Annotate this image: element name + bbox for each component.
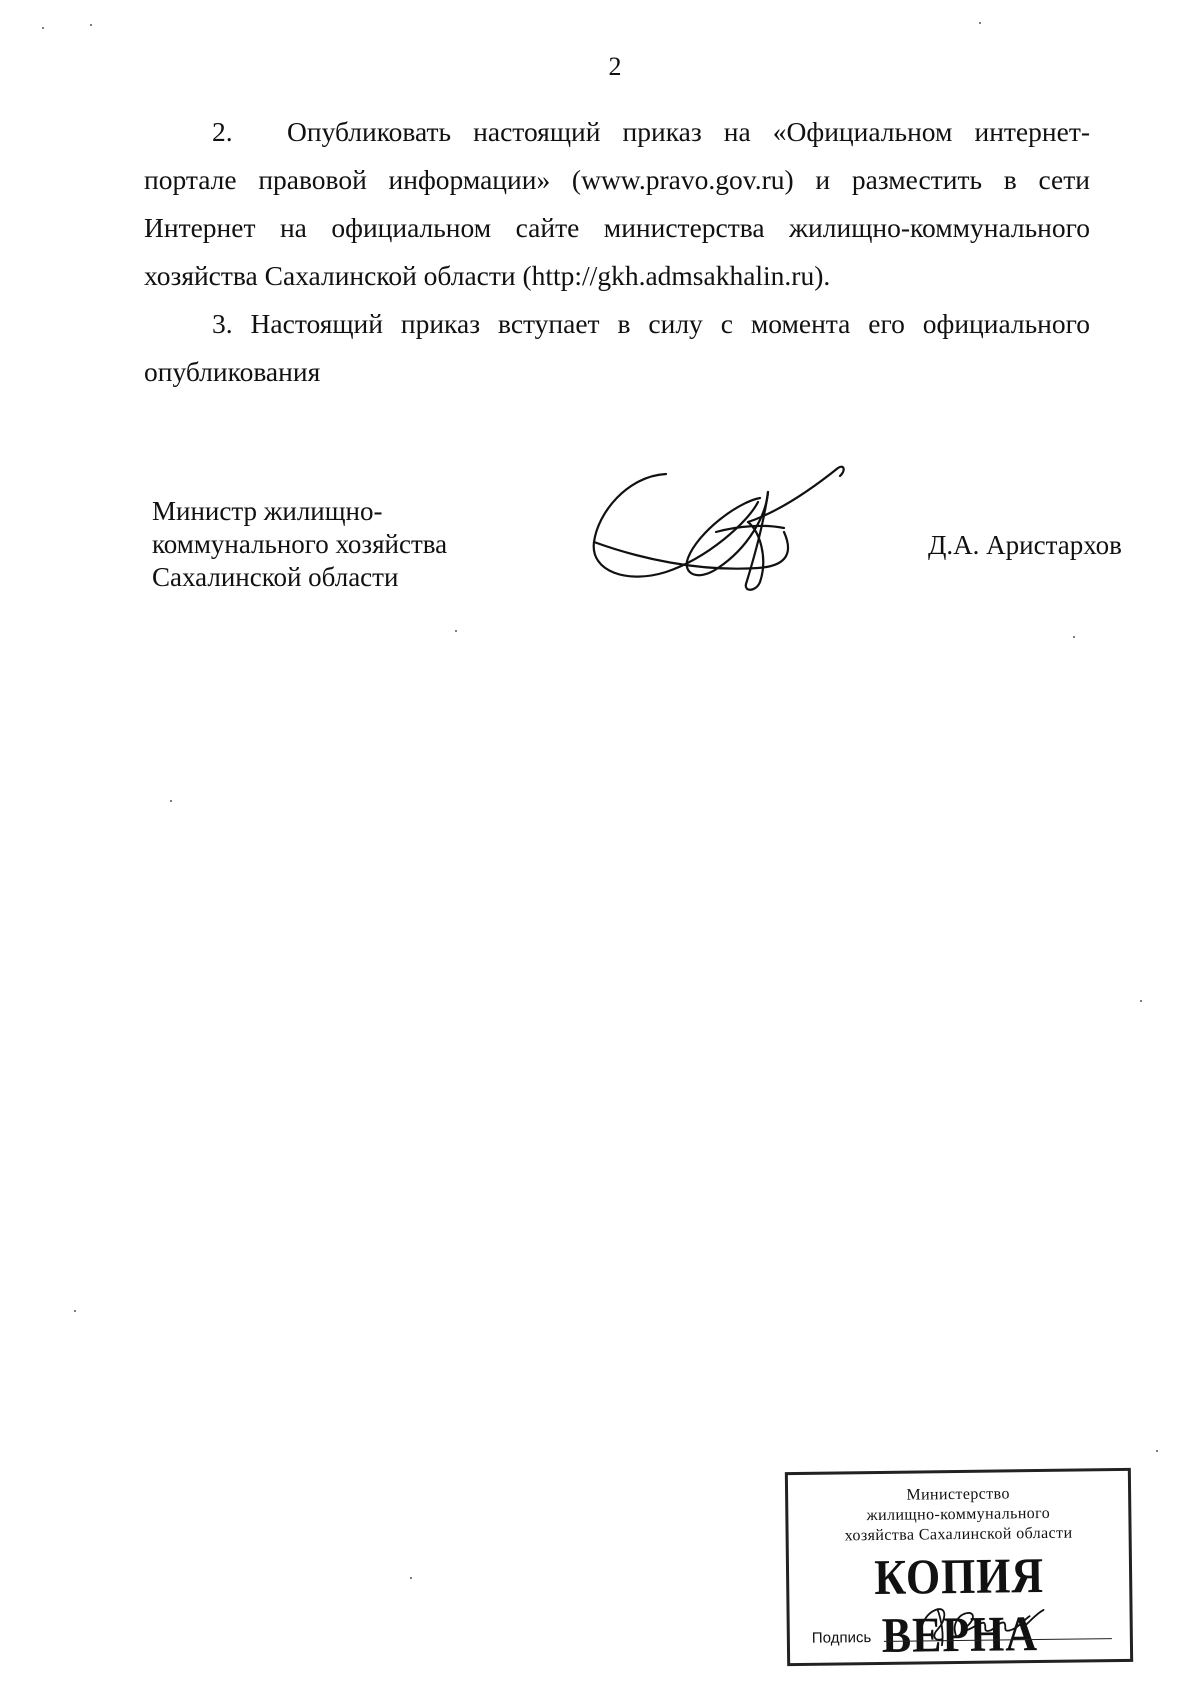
- stamp-title: КОПИЯ ВЕРНА: [873, 1546, 1045, 1663]
- document-body: [144, 108, 1090, 396]
- scan-speck: [979, 22, 981, 24]
- stamp-org-line: жилищно-коммунального: [866, 1504, 1051, 1525]
- signer-position-line: Министр жилищно-: [152, 496, 383, 526]
- stamp-signature-row: [811, 1601, 1112, 1649]
- paragraph-2: [144, 108, 1090, 300]
- handwritten-signature: [588, 462, 858, 597]
- signer-name: Д.А. Аристархов: [928, 530, 1122, 560]
- signer-position-line: Сахалинской области: [152, 562, 399, 592]
- stamp-org-line: Министерство: [906, 1485, 1010, 1504]
- stamp-org-line: хозяйства Сахалинской области: [844, 1524, 1073, 1545]
- paragraph-number: 2.: [212, 116, 233, 147]
- scan-speck: [170, 800, 172, 802]
- copy-certified-stamp: [785, 1468, 1133, 1666]
- stamp-handwritten-signature: [903, 1600, 1054, 1648]
- stamp-organization: [788, 1483, 1129, 1547]
- scan-speck: [410, 1577, 412, 1579]
- scan-speck: [455, 630, 457, 632]
- scan-speck: [90, 24, 92, 26]
- signer-position-line: коммунального хозяйства: [152, 529, 448, 559]
- paragraph-3: [144, 300, 1090, 396]
- stamp-signature-label: Подпись: [811, 1629, 872, 1647]
- signer-position: [152, 495, 447, 594]
- scan-speck: [42, 27, 44, 29]
- scan-speck: [1073, 636, 1075, 638]
- scan-speck: [1140, 1000, 1142, 1002]
- paragraph-text: 3. Настоящий приказ вступает в силу с момента его официального опубликования: [144, 308, 1090, 387]
- paragraph-text: Опубликовать настоящий приказ на «Официальном интернет-портале правовой информации» (www.pravo.gov.ru) и разместить в сети Интернет на официальном сайте министерства жилищно-коммунального хозяйства Сахалинской области (http://gkh.admsakhalin.ru).: [144, 116, 1090, 291]
- scan-speck: [1156, 1450, 1158, 1452]
- scan-speck: [74, 1310, 76, 1312]
- page-number: 2: [608, 52, 622, 81]
